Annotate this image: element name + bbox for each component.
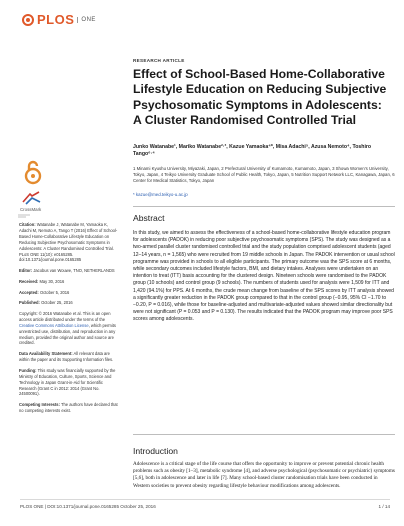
crossmark-icon[interactable] [20,190,44,206]
article-metadata-column [19,222,120,419]
received-label: Received: [19,278,39,284]
published-date: October 25, 2016 [41,300,73,306]
editor-label: Editor: [19,268,33,274]
funding-text: This study was financially supported by the Ministry of Education, Culture, Sports, Science and Technology in Japan Grant-in-Aid for Scientific Research (Grant C in 2012: 2014 (Grant No. 24500091). [19,367,116,397]
editor-block [19,268,120,274]
competing-interests-label: Competing Interests: [19,402,60,408]
corresponding-email-link[interactable]: * kazue@med.teikyo-u.ac.jp [133,192,188,197]
introduction-heading: Introduction [133,446,178,456]
received-block [19,279,120,285]
footer-journal-doi: PLOS ONE | DOI:10.1371/journal.pone.0165285 October 25, 2016 [20,504,156,509]
logo-subtext: ONE [77,17,96,23]
citation-label: Citation: [19,222,36,227]
received-date: May 30, 2016 [39,278,65,284]
introduction-text: Adolescence is a critical stage of the life course that offers the opportunity to improve or prevent potential chronic health problems such as obesity [1–3], metabolic syndrome [4], and adverse psychological (psychosomatic or psychiatric) symptoms [5,6], both in adolescence and later in life [7]. Many school-based cluster randomisation trials have been conducted in Western societies to prevent obesity regarding lifestyle behaviour modifications among adolescents. [133,461,395,489]
accepted-date: October 5, 2016 [39,289,70,295]
footer-divider [20,499,390,500]
plos-logo-icon [22,14,34,26]
footer-page-number: 1 / 14 [378,504,390,509]
data-availability-label: Data Availability Statement: [19,351,73,357]
editor-text: Jacobus van Wouwe, TNO, NETHERLANDS [33,268,115,274]
data-availability-block [19,351,120,363]
plos-one-logo[interactable] [22,12,96,27]
accepted-label: Accepted: [19,289,39,295]
abstract-top-divider [133,206,395,207]
copyright-block [19,311,120,346]
published-label: Published: [19,300,40,306]
affiliations: 1 Minami Kyushu University, Miyazaki, Japan, 2 Prefectural University of Kumamoto, Kumamoto, Japan, 3 Showa Women’s University, Tokyo, Japan, 4 Teikyo University Graduate School of Public Health, Tokyo, Japan, 5 Nutrition Support Network LLC, Kanagawa, Japan, 6 Center for Medical Statistics, Tokyo, Japan [133,166,395,183]
citation-text: Watanabe J, Watanabe M, Yamaoka K, Adachi M, Nemoto A, Tango T (2016) Effect of School-Based Home-Collaborative Lifestyle Education on Reducing Subjective Psychosomatic Symptoms in Adolescents: A Cluster Randomised Controlled Trial. PLoS ONE 11(10): e0165285. doi:10.1371/journal.pone.0165285 [19,222,118,263]
funding-block [19,368,120,398]
published-block [19,300,120,306]
article-title: Effect of School-Based Home-Collaborative Lifestyle Education on Reducing Subjective Psychosomatic Symptoms in Adolescents: A Cluster Randomised Controlled Trial [133,67,387,128]
abstract-bottom-divider [133,434,395,435]
competing-interests-text: The authors have declared that no competing interests exist. [19,402,118,414]
competing-interests-block [19,402,120,414]
copyright-text-post: , which permits unrestricted use, distribution, and reproduction in any medium, provided the original author and source are credited. [19,322,116,346]
abstract-heading: Abstract [133,213,165,223]
copyright-text-pre: Copyright: © 2016 Watanabe et al. This is an open access article distributed under the terms of the [19,310,111,322]
article-type-label: RESEARCH ARTICLE [133,58,185,63]
abstract-text: In this study, we aimed to assess the effectiveness of a school-based home-collaborative lifestyle education program for adolescents (PADOK) in reducing poor subjective psychosomatic symptoms (SPS). The study was designed as a two-armed parallel cluster randomised controlled trial and the study population comprised adolescent students (aged 12–14 years, n = 1,565) who were recruited from 19 middle schools in Japan. The PADOK intervention or usual school programme was provided in schools to all eligible participants. The primary outcome was the SPS score at 6 months, while secondary outcomes included lifestyle factors, BMI, and dietary intakes. Analyses were undertaken on an intention to treat (ITT) basis accounting for the clustered design. Nineteen schools were randomised to the PADOK group (10 schools) and control group (9 schools). The numbers of students used for analysis were 1,509 for ITT and 1,420 (94.1%) for PPS. At 6 months, the crude mean change from baseline of the SPS scores by ITT analysis showed a significantly greater reduction in the PADOK group compared to that in the control group (−0.95, 95% CI −1.70 to −0.20, P = 0.016), while those for baseline-adjusted and multivariate-adjusted values showed similar directionality but were not significant (P = 0.053 and P = 0.130). The results indicated that the PADOK program may improve poor SPS scores among adolescents. [133,230,395,323]
crossmark-underline-icon [18,213,30,219]
accepted-block [19,290,120,296]
funding-label: Funding: [19,367,37,373]
data-availability-text: All relevant data are within the paper and its Supporting Information files. [19,351,114,363]
license-link[interactable]: Creative Commons Attribution License [19,322,89,328]
author-list: Junko Watanabe¹, Mariko Watanabe²·³, Kazue Yamaoka⁴*, Misa Adachi⁵, Azusa Nemoto⁴, Toshiro Tango⁶·⁴ [133,144,372,158]
crossmark-label: CrossMark [20,207,42,212]
citation-block [19,222,120,263]
open-access-lock-icon[interactable] [20,160,46,186]
logo-text: PLOS [37,12,75,27]
